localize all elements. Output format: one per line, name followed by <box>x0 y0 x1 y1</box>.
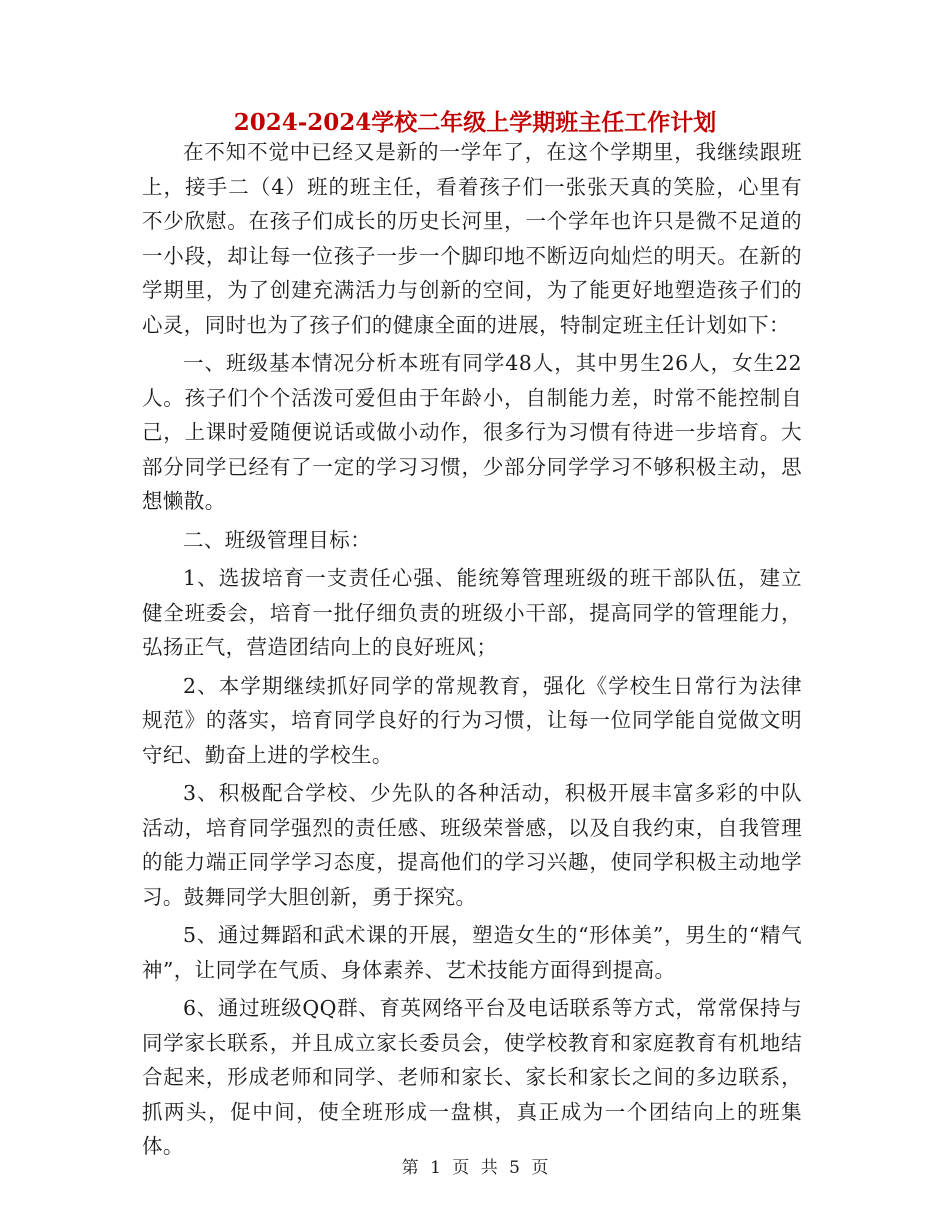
paragraph-goal-6: 6、通过班级QQ群、育英网络平台及电话联系等方式，常常保持与同学家长联系，并且成立家长委员会，使学校教育和家庭教育有机地结合起来，形成老师和同学、老师和家长、家长和家长之间的多边联系，抓两头，促中间，使全班形成一盘棋，真正成为一个团结向上的班集体。 <box>142 996 802 1158</box>
paragraph-management-goals-heading: 二、班级管理目标： <box>183 527 372 552</box>
paragraph-class-situation: 一、班级基本情况分析本班有同学48人，其中男生26人，女生22人。孩子们个个活泼可爱但由于年龄小，自制能力差，时常不能控制自己，上课时爱随便说话或做小动作，很多行为习惯有待进一步培育。大部分同学已经有了一定的学习习惯，少部分同学学习不够积极主动，思想懒散。 <box>142 351 802 513</box>
page-number-footer: 第 1 页 共 5 页 <box>401 1158 549 1178</box>
paragraph-intro: 在不知不觉中已经又是新的一学年了，在这个学期里，我继续跟班上，接手二（4）班的班主任，看着孩子们一张张天真的笑脸，心里有不少欣慰。在孩子们成长的历史长河里，一个学年也许只是微不足道的一小段，却让每一位孩子一步一个脚印地不断迈向灿烂的明天。在新的学期里，为了创建充满活力与创新的空间，为了能更好地塑造孩子们的心灵，同时也为了孩子们的健康全面的进展，特制定班主任计划如下： <box>142 140 802 337</box>
paragraph-goal-5: 5、通过舞蹈和武术课的开展，塑造女生的“形体美”，男生的“精气神”，让同学在气质、身体素养、艺术技能方面得到提高。 <box>142 923 802 982</box>
paragraph-goal-2: 2、本学期继续抓好同学的常规教育，强化《学校生日常行为法律规范》的落实，培育同学良好的行为习惯，让每一位同学能自觉做文明守纪、勤奋上进的学校生。 <box>142 673 802 767</box>
paragraph-goal-1: 1、选拔培育一支责任心强、能统筹管理班级的班干部队伍，建立健全班委会，培育一批仔细负责的班级小干部，提高同学的管理能力，弘扬正气，营造团结向上的良好班风； <box>142 566 802 659</box>
document-body <box>142 135 802 1164</box>
paragraph-goal-3: 3、积极配合学校、少先队的各种活动，积极开展丰富多彩的中队活动，培育同学强烈的责任感、班级荣誉感，以及自我约束，自我管理的能力端正同学学习态度，提高他们的学习兴趣，使同学积极主动地学习。鼓舞同学大胆创新，勇于探究。 <box>142 781 802 909</box>
document-title: 2024-2024学校二年级上学期班主任工作计划 <box>233 109 717 136</box>
